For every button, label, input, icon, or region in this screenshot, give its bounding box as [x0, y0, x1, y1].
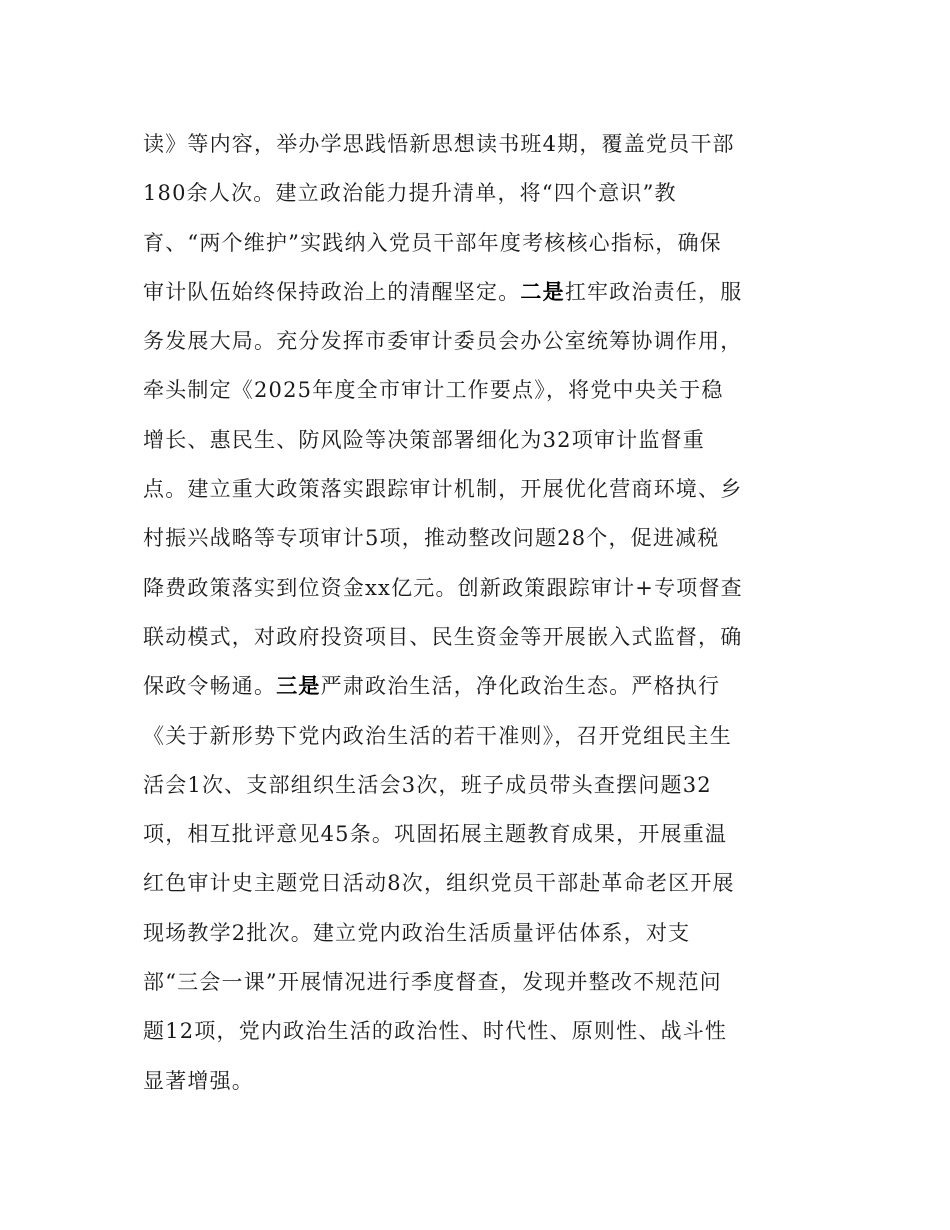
text-segment: 审计队伍始终保持政治上的清醒坚定。 — [143, 279, 521, 304]
text-line — [143, 514, 823, 563]
text-line — [143, 268, 823, 317]
text-line — [143, 958, 823, 1007]
text-segment: 增长、惠民生、防风险等决策部署细化为32项审计监督重 — [143, 427, 705, 452]
text-line — [143, 1007, 823, 1056]
text-segment: 题12项，党内政治生活的政治性、时代性、原则性、战斗性 — [143, 1019, 728, 1044]
text-line — [143, 416, 823, 465]
text-segment: 部“三会一课”开展情况进行季度督查，发现并整改不规范问 — [143, 970, 722, 995]
text-line — [143, 859, 823, 908]
text-segment: 保政令畅通。 — [143, 674, 277, 699]
text-segment: 红色审计史主题党日活动8次，组织党员干部赴革命老区开展 — [143, 871, 735, 896]
text-segment: 务发展大局。充分发挥市委审计委员会办公室统筹协调作用， — [143, 329, 743, 354]
text-line — [143, 761, 823, 810]
text-line — [143, 909, 823, 958]
text-segment: 显著增强。 — [143, 1068, 254, 1093]
text-segment: 现场教学2批次。建立党内政治生活质量评估体系，对支 — [143, 920, 691, 945]
text-segment: 扛牢政治责任，服 — [564, 279, 743, 304]
text-segment: 育、“两个维护”实践纳入党员干部年度考核核心指标，确保 — [143, 230, 722, 255]
text-line — [143, 465, 823, 514]
bold-heading-marker: 二是 — [520, 279, 565, 304]
text-segment: 降费政策落实到位资金xx亿元。创新政策跟踪审计+专项督查 — [143, 575, 743, 600]
text-segment: 读》等内容，举办学思践悟新思想读书班4期，覆盖党员干部 — [143, 132, 735, 156]
text-segment: 村振兴战略等专项审计5项，推动整改问题28个，促进减税 — [143, 526, 720, 551]
bold-heading-marker: 三是 — [276, 674, 321, 699]
text-line — [143, 662, 823, 711]
text-segment: 联动模式，对政府投资项目、民生资金等开展嵌入式监督，确 — [143, 624, 743, 649]
text-line — [143, 712, 823, 761]
body-text — [143, 120, 823, 1106]
text-line — [143, 366, 823, 415]
text-line — [143, 219, 823, 268]
text-line — [143, 613, 823, 662]
text-segment: 严肃政治生活，净化政治生态。严格执行 — [320, 674, 721, 699]
text-segment: 项，相互批评意见45条。巩固拓展主题教育成果，开展重温 — [143, 822, 728, 847]
text-segment: 180余人次。建立政治能力提升清单，将“四个意识”教 — [143, 181, 677, 206]
text-line — [143, 317, 823, 366]
text-line — [143, 120, 823, 169]
text-line — [143, 1057, 823, 1106]
text-line — [143, 564, 823, 613]
text-line — [143, 169, 823, 218]
text-segment: 《关于新形势下党内政治生活的若干准则》，召开党组民主生 — [143, 723, 732, 748]
text-segment: 点。建立重大政策落实跟踪审计机制，开展优化营商环境、乡 — [143, 477, 743, 502]
text-segment: 牵头制定《2025年度全市审计工作要点》，将党中央关于稳 — [143, 378, 724, 403]
text-line — [143, 810, 823, 859]
text-segment: 活会1次、支部组织生活会3次，班子成员带头查摆问题32 — [143, 772, 712, 797]
